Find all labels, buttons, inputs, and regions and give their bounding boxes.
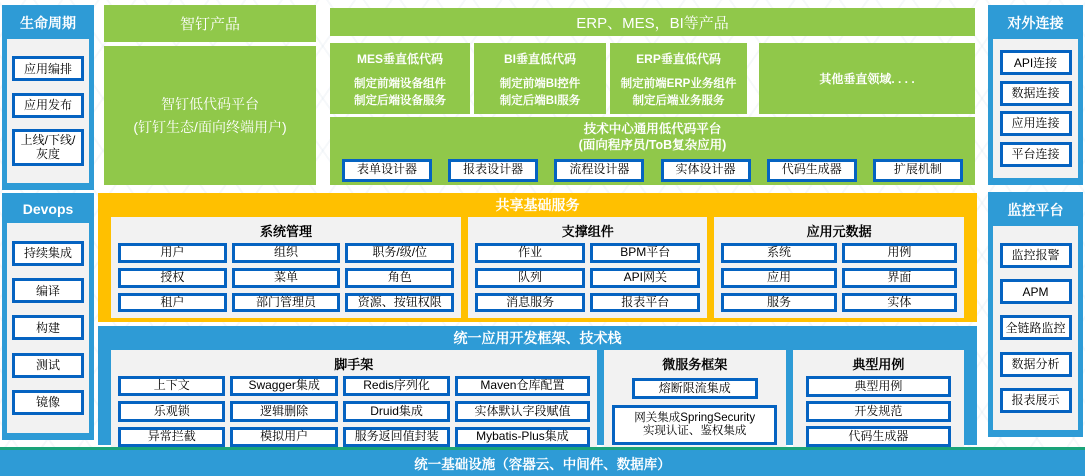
scaffold-item: Swagger集成	[230, 376, 337, 396]
shared-services-title: 共享基础服务	[495, 197, 580, 213]
system-mgmt-item: 菜单	[232, 268, 341, 288]
monitoring-item: 全链路监控	[1000, 315, 1072, 340]
monitoring-panel	[993, 226, 1078, 430]
zhiding-lowcode-platform-block	[104, 46, 316, 185]
shared-services-block	[98, 193, 977, 322]
other-vertical-block	[759, 43, 975, 114]
support-component-item: 报表平台	[590, 293, 700, 313]
app-metadata-title: 应用元数据	[806, 224, 872, 239]
scaffold-panel	[111, 350, 597, 453]
mes-vertical-title: MES垂直低代码	[356, 52, 443, 66]
typical-usecase-item: 代码生成器	[806, 426, 951, 447]
typical-usecase-title: 典型用例	[852, 357, 905, 372]
devops-title: Devops	[22, 201, 74, 217]
app-metadata-item: 用例	[842, 243, 957, 263]
microservice-gateway-item	[612, 405, 777, 445]
system-mgmt-item: 角色	[345, 268, 454, 288]
support-component-item: 队列	[475, 268, 585, 288]
app-metadata-item: 实体	[842, 293, 957, 313]
gateway-line2: 实现认证、鉴权集成	[642, 425, 747, 437]
lifecycle-section	[2, 5, 94, 190]
monitoring-section	[988, 192, 1083, 437]
devops-section	[2, 193, 94, 440]
tech-center-title	[330, 121, 975, 154]
dev-framework-panels	[98, 350, 977, 461]
scaffold-item: Redis序列化	[343, 376, 450, 396]
support-component-item: 消息服务	[475, 293, 585, 313]
system-mgmt-panel	[111, 217, 461, 318]
mes-vertical-line: 制定后端设备服务	[354, 94, 446, 107]
typical-usecase-panel	[793, 350, 964, 453]
typical-usecase-item: 开发规范	[806, 401, 951, 422]
microservice-title: 微服务框架	[662, 357, 728, 372]
dev-framework-block	[98, 326, 977, 445]
scaffold-item: 异常拦截	[118, 427, 225, 447]
devops-item: 持续集成	[12, 241, 84, 266]
external-connection-item: 平台连接	[1000, 142, 1072, 167]
scaffold-item: 乐观锁	[118, 401, 225, 421]
system-mgmt-item: 用户	[118, 243, 227, 263]
external-connections-title: 对外连接	[1007, 15, 1064, 31]
scaffold-item: Mybatis-Plus集成	[455, 427, 589, 447]
monitoring-item: APM	[1000, 279, 1072, 304]
typical-usecase-stack	[800, 376, 957, 447]
lifecycle-item: 应用发布	[12, 93, 84, 118]
support-components-title: 支撑组件	[561, 224, 614, 239]
lifecycle-item: 应用编排	[12, 56, 84, 81]
typical-usecase-item: 典型用例	[806, 376, 951, 397]
scaffold-item: 逻辑删除	[230, 401, 337, 421]
gateway-line1: 网关集成SpringSecurity	[634, 411, 756, 424]
zhiding-platform-line1: 智钉低代码平台	[161, 96, 259, 113]
support-components-panel	[468, 217, 707, 318]
designer-tool: 代码生成器	[767, 159, 857, 182]
system-mgmt-item: 部门管理员	[232, 293, 341, 313]
monitoring-title: 监控平台	[1007, 202, 1064, 218]
microservice-panel	[604, 350, 786, 453]
app-metadata-item: 服务	[721, 293, 836, 313]
microservice-item: 熔断限流集成	[632, 378, 758, 399]
bi-vertical-line: 制定前端BI控件	[499, 78, 581, 90]
mes-vertical-line: 制定前端设备组件	[354, 78, 446, 90]
erp-vertical-block	[610, 43, 747, 114]
devops-item: 构建	[12, 315, 84, 340]
erp-vertical-line: 制定前端ERP业务组件	[620, 78, 737, 90]
scaffold-item: 实体默认字段赋值	[455, 401, 589, 421]
microservice-stack	[611, 376, 779, 447]
bi-vertical-block	[474, 43, 606, 114]
scaffold-title: 脚手架	[334, 357, 374, 372]
tech-center-title-line2: (面向程序员/ToB复杂应用)	[578, 138, 727, 153]
designer-tool: 报表设计器	[448, 159, 538, 182]
tech-center-title-line1: 技术中心通用低代码平台	[583, 122, 722, 136]
system-mgmt-item: 职务/级/位	[345, 243, 454, 263]
monitoring-item: 报表展示	[1000, 388, 1072, 413]
erp-mes-bi-products-block: ERP、MES，BI等产品	[330, 8, 975, 36]
app-metadata-item: 系统	[721, 243, 836, 263]
scaffold-grid	[118, 376, 590, 447]
app-metadata-panel	[714, 217, 964, 318]
devops-panel	[7, 223, 89, 433]
monitoring-item: 数据分析	[1000, 352, 1072, 377]
system-mgmt-item: 组织	[232, 243, 341, 263]
external-connection-item: 数据连接	[1000, 81, 1072, 106]
system-mgmt-title: 系统管理	[260, 224, 313, 239]
devops-item: 编译	[12, 278, 84, 303]
support-component-item: 作业	[475, 243, 585, 263]
designer-tool: 表单设计器	[342, 159, 432, 182]
monitoring-item: 监控报警	[1000, 243, 1072, 268]
dev-framework-title: 统一应用开发框架、技术栈	[453, 330, 622, 346]
shared-services-panels	[98, 217, 977, 326]
zhiding-product-block: 智钉产品	[104, 5, 316, 42]
erp-vertical-line: 制定后端业务服务	[632, 94, 725, 107]
scaffold-item: 模拟用户	[230, 427, 337, 447]
mes-vertical-block	[330, 43, 470, 114]
app-metadata-item: 应用	[721, 268, 836, 288]
devops-item: 镜像	[12, 390, 84, 415]
system-mgmt-item: 租户	[118, 293, 227, 313]
tech-center-platform-block	[330, 117, 975, 185]
support-component-item: API网关	[590, 268, 700, 288]
external-connections-section	[988, 5, 1083, 185]
lifecycle-panel	[7, 39, 89, 183]
lifecycle-title: 生命周期	[20, 15, 76, 31]
designer-tools-row	[330, 159, 975, 182]
app-metadata-item: 界面	[842, 268, 957, 288]
external-connection-item: API连接	[1000, 50, 1072, 75]
designer-tool: 流程设计器	[554, 159, 644, 182]
scaffold-item: 服务返回值封装	[343, 427, 450, 447]
designer-tool: 实体设计器	[661, 159, 751, 182]
zhiding-platform-line2: (钉钉生态/面向终端用户)	[133, 118, 287, 135]
app-metadata-grid	[721, 243, 957, 312]
bi-vertical-title: BI垂直低代码	[503, 52, 576, 66]
designer-tool: 扩展机制	[873, 159, 963, 182]
scaffold-item: 上下文	[118, 376, 225, 396]
external-connections-panel	[993, 39, 1078, 178]
bi-vertical-line: 制定后端BI服务	[499, 94, 581, 107]
scaffold-item: Druid集成	[343, 401, 450, 421]
scaffold-item: Maven仓库配置	[455, 376, 589, 396]
vertical-lowcode-row	[330, 43, 975, 114]
system-mgmt-item: 资源、按钮权限	[345, 293, 454, 313]
devops-item: 测试	[12, 353, 84, 378]
support-components-grid	[475, 243, 700, 312]
support-component-item: BPM平台	[590, 243, 700, 263]
system-mgmt-grid	[118, 243, 454, 312]
infrastructure-bar: 统一基础设施（容器云、中间件、数据库）	[0, 447, 1085, 476]
lifecycle-item: 上线/下线/灰度	[12, 129, 84, 166]
system-mgmt-item: 授权	[118, 268, 227, 288]
erp-vertical-title: ERP垂直低代码	[636, 52, 721, 66]
other-vertical-title: 其他垂直领域. . . .	[819, 72, 915, 86]
external-connection-item: 应用连接	[1000, 111, 1072, 136]
